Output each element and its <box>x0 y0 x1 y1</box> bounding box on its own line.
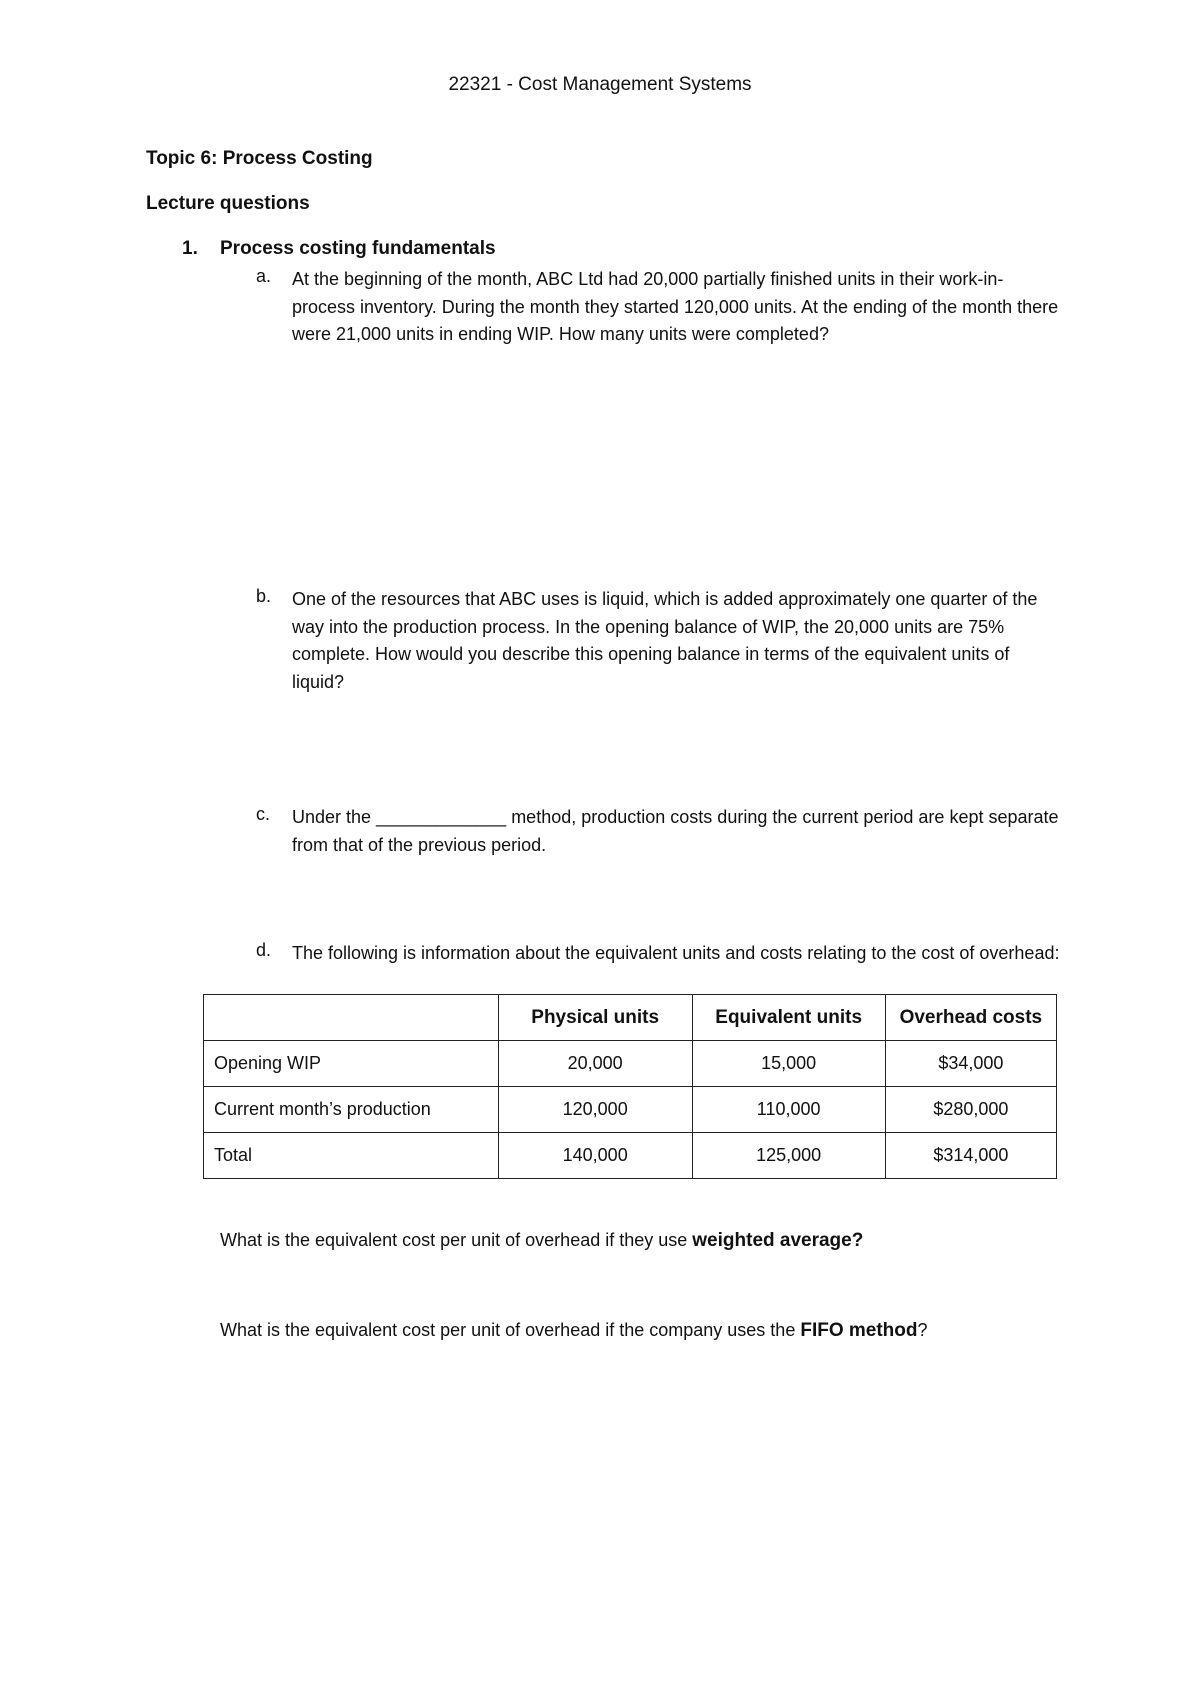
question-d-text: The following is information about the equivalent units and costs relating to the cost of overhead: <box>292 943 1060 963</box>
overhead-costs-cell: $314,000 <box>885 1133 1056 1179</box>
lecture-questions-heading: Lecture questions <box>146 193 310 214</box>
table-row <box>204 1041 1057 1087</box>
question-d-label: d. <box>256 940 272 960</box>
question-prefix: What is the equivalent cost per unit of overhead if they use <box>220 1230 693 1250</box>
question-c-text: Under the _____________ method, production costs during the current period are kept separate from that of the previous period. <box>292 807 1059 855</box>
section-title: Process costing fundamentals <box>220 238 496 259</box>
question-prefix: What is the equivalent cost per unit of overhead if the company uses the <box>220 1320 801 1340</box>
physical-units-cell: 120,000 <box>498 1087 692 1133</box>
question-emphasis: FIFO method <box>800 1320 918 1341</box>
overhead-costs-cell: $280,000 <box>885 1087 1056 1133</box>
physical-units-cell: 20,000 <box>498 1041 692 1087</box>
equivalent-units-cell: 110,000 <box>692 1087 885 1133</box>
row-label: Current month’s production <box>204 1087 499 1133</box>
table-row <box>204 1087 1057 1133</box>
equivalent-units-cell: 125,000 <box>692 1133 885 1179</box>
question-b-label: b. <box>256 586 272 606</box>
table-row <box>204 1133 1057 1179</box>
table-header-equivalent-units: Equivalent units <box>692 995 885 1041</box>
section-number: 1. <box>182 238 198 259</box>
table-header-row <box>204 995 1057 1041</box>
table-header-physical-units: Physical units <box>498 995 692 1041</box>
overhead-costs-cell: $34,000 <box>885 1041 1056 1087</box>
question-a-text: At the beginning of the month, ABC Ltd had 20,000 partially finished units in their work-in-process inventory. During the month they started 120,000 units. At the ending of the month there were 21,000 units in ending WIP. How many units were completed? <box>292 269 1059 344</box>
question-emphasis: weighted average? <box>692 1230 864 1251</box>
question-suffix: ? <box>917 1320 928 1340</box>
table-header-overhead-costs: Overhead costs <box>885 995 1056 1041</box>
equivalent-units-cell: 15,000 <box>692 1041 885 1087</box>
question-c-label: c. <box>256 804 271 824</box>
fifo-question <box>220 1320 928 1342</box>
table-header-blank <box>204 995 499 1041</box>
overhead-table <box>203 994 1057 1179</box>
topic-heading: Topic 6: Process Costing <box>146 148 373 169</box>
row-label: Total <box>204 1133 499 1179</box>
question-b-text: One of the resources that ABC uses is liquid, which is added approximately one quarter of the way into the production process. In the opening balance of WIP, the 20,000 units are 75% complete. How would you describe this opening balance in terms of the equivalent units of liquid? <box>292 589 1038 692</box>
question-a-label: a. <box>256 266 272 286</box>
document-header: 22321 - Cost Management Systems <box>448 74 752 95</box>
physical-units-cell: 140,000 <box>498 1133 692 1179</box>
weighted-average-question <box>220 1230 863 1252</box>
row-label: Opening WIP <box>204 1041 499 1087</box>
